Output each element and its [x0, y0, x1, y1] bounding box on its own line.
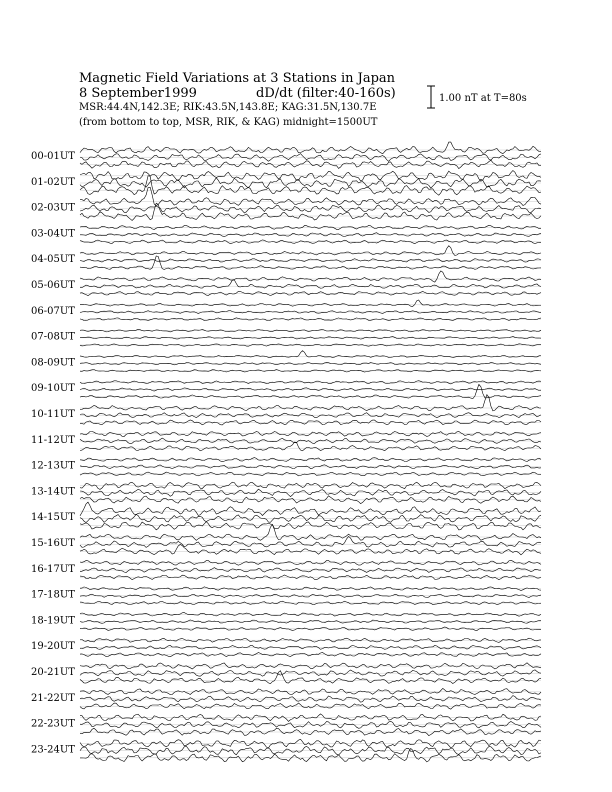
- row-label: 18-19UT: [31, 615, 75, 627]
- row-label: 16-17UT: [31, 563, 75, 575]
- row-label: 15-16UT: [31, 538, 75, 549]
- hour-row: [31, 663, 541, 684]
- hour-row: [31, 271, 541, 296]
- row-label: 12-13UT: [31, 460, 75, 472]
- date-label: 8 September1999: [79, 86, 197, 101]
- hour-row: [31, 587, 541, 605]
- trace-kag: [80, 525, 541, 541]
- hour-row: [31, 638, 541, 657]
- trace-kag: [80, 688, 541, 694]
- scale-bar-label: 1.00 nT at T=80s: [439, 93, 527, 104]
- hour-row: [31, 714, 541, 736]
- row-label: 17-18UT: [31, 589, 75, 601]
- trace-kag: [80, 142, 541, 154]
- row-label: 10-11UT: [31, 409, 75, 420]
- row-label: 21-22UT: [31, 692, 75, 704]
- hour-row: [31, 300, 541, 321]
- row-label: 20-21UT: [31, 667, 75, 678]
- hour-row: [31, 739, 541, 762]
- row-label: 22-23UT: [31, 718, 75, 730]
- trace-rik: [80, 280, 541, 288]
- row-label: 02-03UT: [31, 202, 75, 214]
- trace-msr: [80, 522, 541, 530]
- hour-row: [31, 395, 541, 425]
- row-label: 11-12UT: [31, 434, 75, 446]
- row-label: 14-15UT: [31, 512, 75, 524]
- hour-row: [31, 431, 541, 450]
- trace-rik: [80, 154, 541, 162]
- row-label: 07-08UT: [31, 331, 75, 343]
- trace-msr: [80, 256, 541, 269]
- hour-row: [31, 142, 541, 169]
- trace-rik: [80, 489, 541, 496]
- hour-row: [31, 329, 541, 346]
- hour-row: [31, 525, 541, 555]
- row-label: 06-07UT: [31, 305, 75, 317]
- trace-kag: [80, 271, 541, 282]
- hour-row: [31, 381, 541, 399]
- trace-kag: [80, 300, 541, 306]
- hour-row: [31, 187, 541, 220]
- chart-title: Magnetic Field Variations at 3 Stations in Japan: [79, 71, 396, 86]
- trace-order-note: (from bottom to top, MSR, RIK, & KAG) midnight=1500UT: [79, 117, 378, 128]
- trace-kag: [80, 739, 541, 748]
- row-label: 04-05UT: [31, 254, 75, 266]
- trace-rik: [80, 536, 541, 547]
- trace-msr: [80, 203, 541, 220]
- trace-msr: [80, 176, 541, 196]
- channel-label: dD/dt (filter:40-160s): [256, 86, 396, 101]
- row-label: 09-10UT: [31, 383, 75, 395]
- scale-bar: [427, 86, 435, 108]
- hour-row: [31, 458, 541, 476]
- trace-kag: [80, 482, 541, 489]
- row-label: 23-24UT: [31, 744, 75, 756]
- trace-kag: [80, 246, 541, 256]
- hour-row: [31, 225, 541, 243]
- row-label: 19-20UT: [31, 641, 75, 653]
- hour-row: [31, 351, 541, 372]
- row-label: 01-02UT: [31, 176, 75, 188]
- hour-row: [31, 502, 541, 530]
- hour-row: [31, 560, 541, 579]
- trace-kag: [80, 502, 541, 516]
- row-label: 00-01UT: [31, 151, 75, 162]
- hour-row: [31, 246, 541, 270]
- row-label: 08-09UT: [31, 357, 75, 369]
- trace-kag: [80, 395, 541, 411]
- hour-row: [31, 613, 541, 631]
- row-label: 05-06UT: [31, 280, 75, 291]
- hour-row: [31, 688, 541, 709]
- hour-row: [31, 482, 541, 503]
- hour-row: [31, 171, 541, 196]
- row-label: 13-14UT: [31, 486, 75, 498]
- trace-msr: [80, 545, 541, 555]
- station-coordinates: MSR:44.4N,142.3E; RIK:43.5N,143.8E; KAG:31.5N,130.7E: [79, 102, 377, 113]
- trace-msr: [80, 442, 541, 451]
- row-label: 03-04UT: [31, 228, 75, 240]
